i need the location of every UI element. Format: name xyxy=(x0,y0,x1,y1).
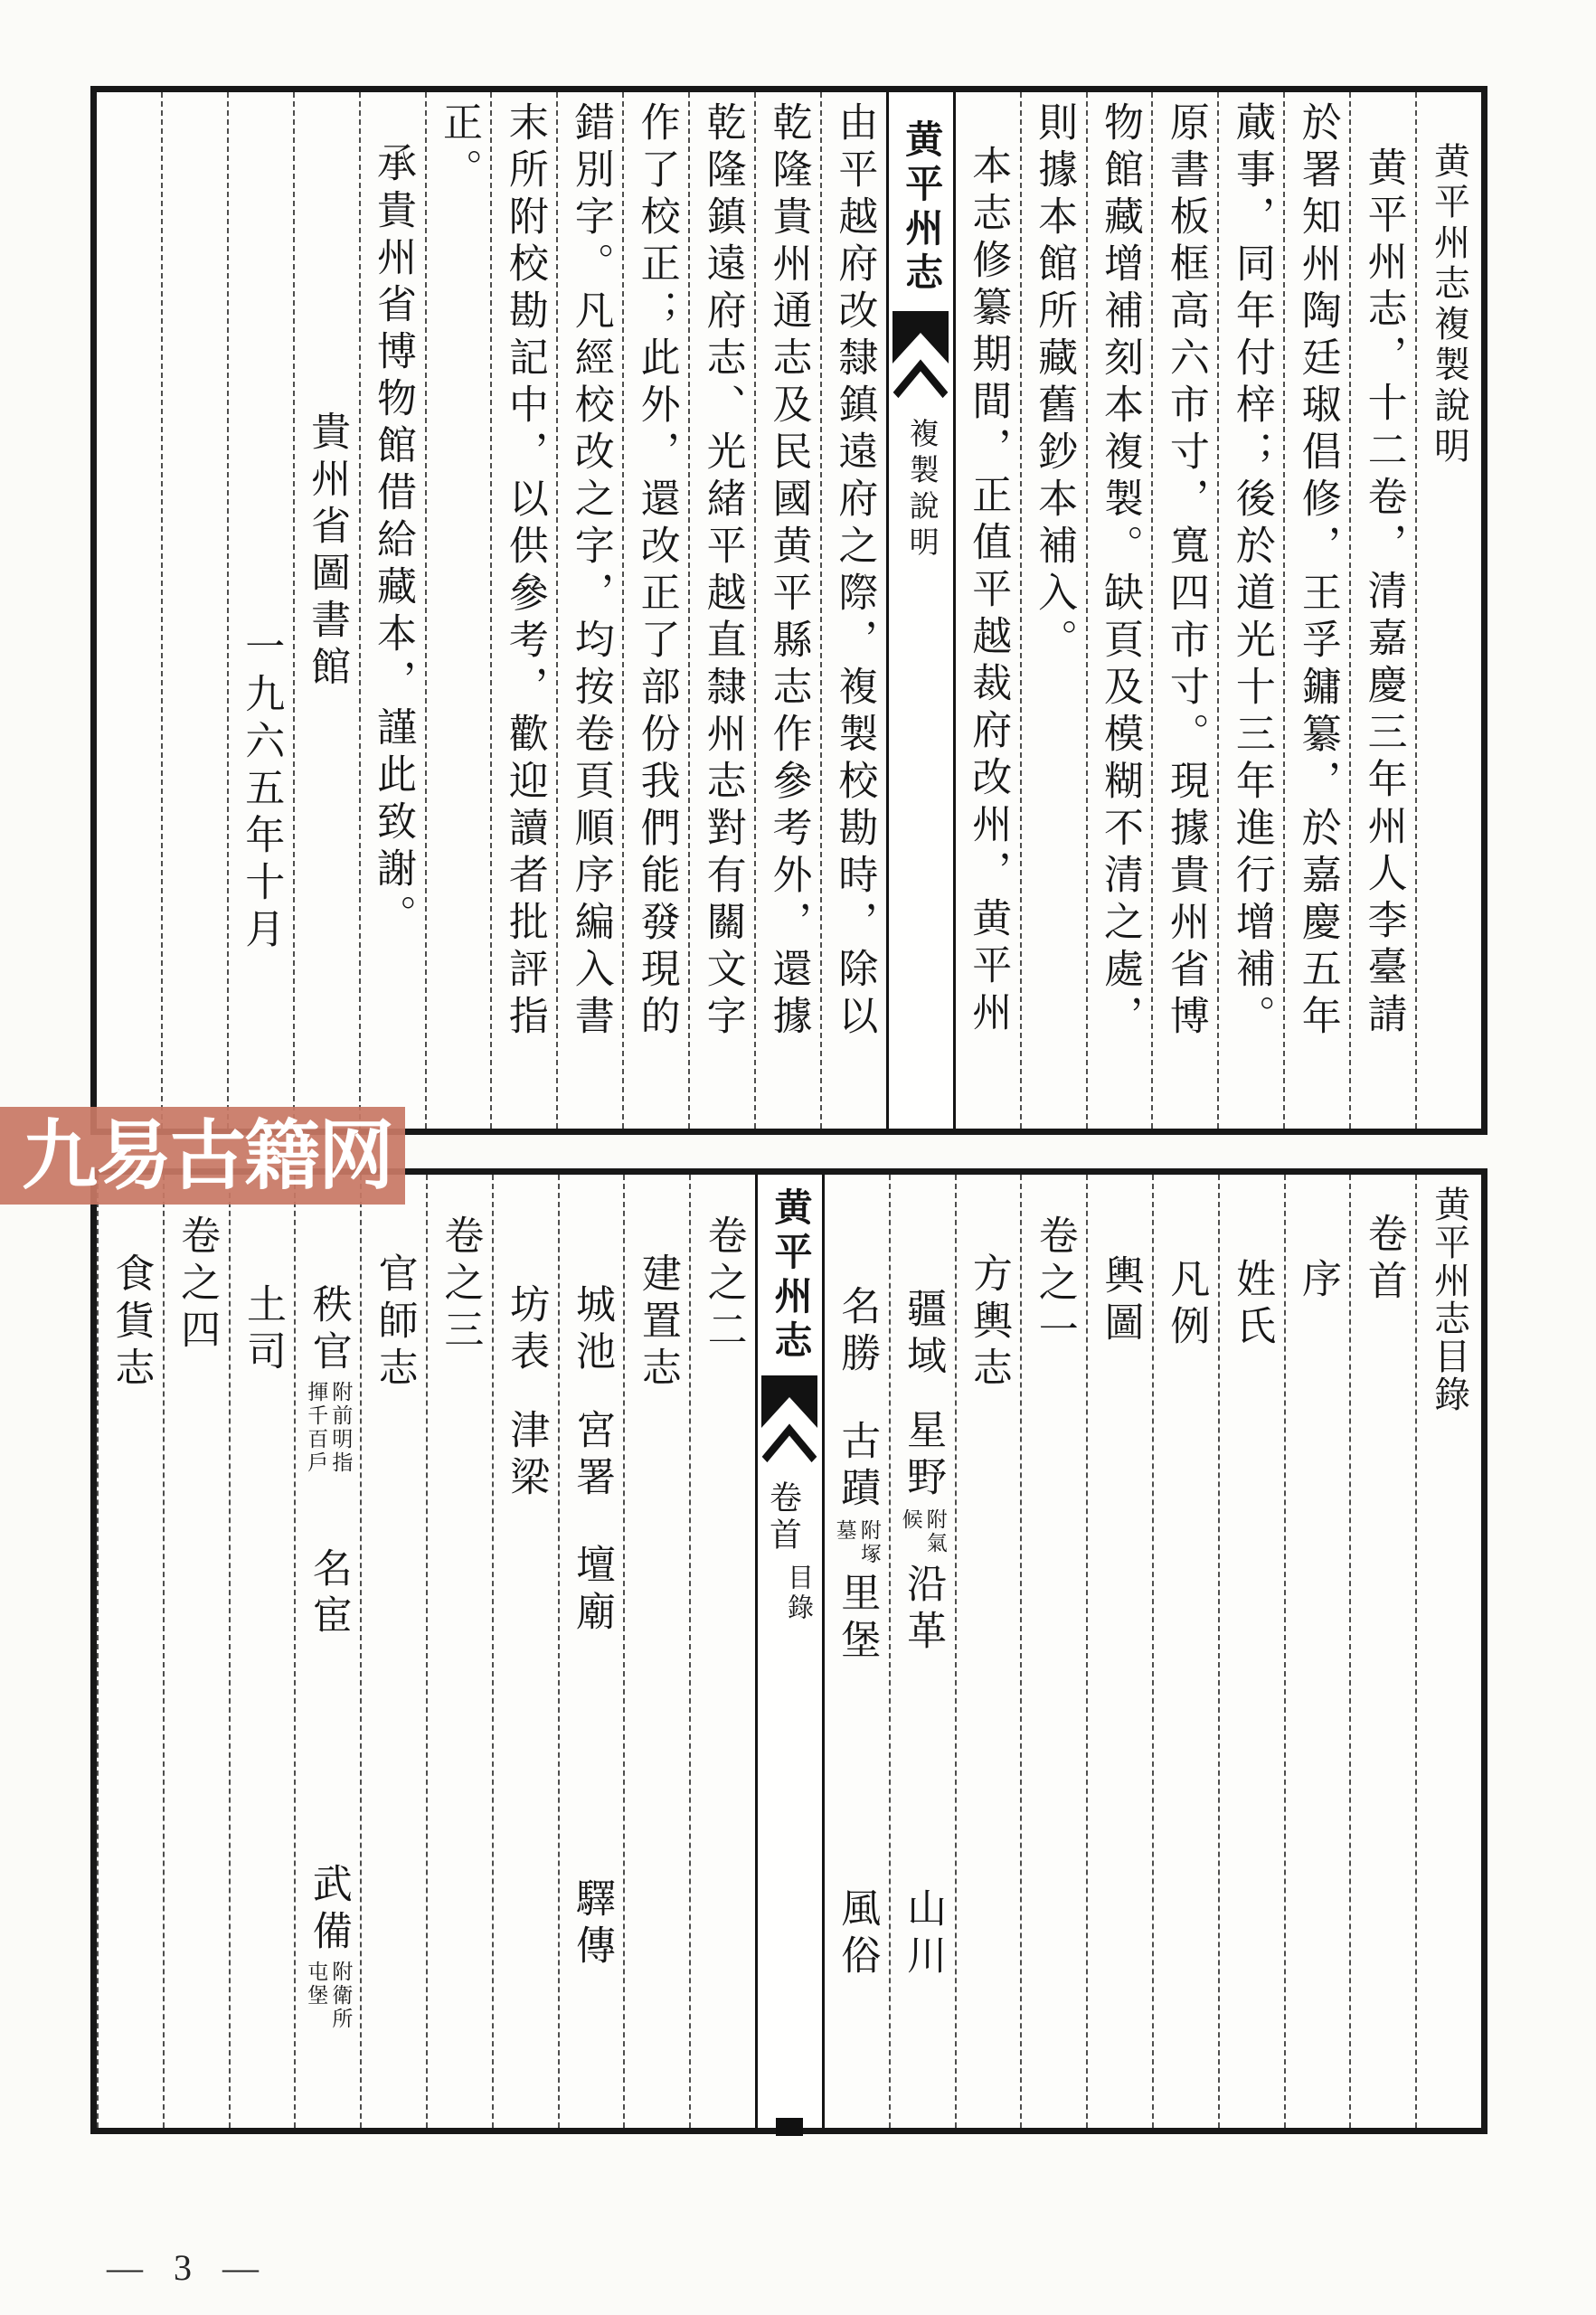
toc-heading: 卷之一 xyxy=(1032,1214,1077,1356)
text-column-date xyxy=(227,92,293,1129)
text-column-6 xyxy=(1020,92,1086,1129)
text-column-10 xyxy=(688,92,754,1129)
text-column-1 xyxy=(1349,92,1415,1129)
toc-item: 疆域 xyxy=(901,1288,946,1382)
column-text: 乾隆鎮遠府志、光緒平越直隸州志對有關文字 xyxy=(700,101,745,1042)
empty-column-1 xyxy=(161,92,227,1129)
column-text: 乾隆貴州通志及民國黄平縣志作參考外，還據 xyxy=(766,101,811,1042)
center-volume-label: 卷首 xyxy=(765,1480,802,1554)
column-text: 於署知州陶廷琡倡修，王孚鏞纂，於嘉慶五年 xyxy=(1295,101,1340,1042)
toc-annotation xyxy=(305,1961,351,2031)
toc-item: 古蹟 xyxy=(835,1420,880,1514)
page-number: — 3 — xyxy=(107,2247,269,2288)
toc-column-shihuozhi xyxy=(97,1175,163,2128)
column-text: 承貴州省博物館借給藏本，謹此致謝。 xyxy=(371,142,416,941)
annotation-left-column: 墓 xyxy=(833,1519,856,1543)
text-column-acknowledgement xyxy=(359,92,425,1129)
bottom-page-frame xyxy=(90,1168,1487,2134)
text-column-11 xyxy=(622,92,688,1129)
toc-annotation xyxy=(899,1508,945,1555)
toc-item: 建置志 xyxy=(635,1252,680,1394)
toc-column-juan2 xyxy=(689,1175,755,2128)
toc-item: 秩官 xyxy=(306,1283,351,1377)
toc-column-fangbiao xyxy=(492,1175,558,2128)
column-text: 末所附校勘記中，以供參考，歡迎讀者批評指 xyxy=(502,101,547,1042)
text-column-3 xyxy=(1217,92,1283,1129)
column-text: 本志修纂期間，正值平越裁府改州，黄平州 xyxy=(966,145,1011,1038)
toc-column-jianzhizhi xyxy=(623,1175,689,2128)
column-text: 則據本館所藏舊鈔本補入。 xyxy=(1032,101,1077,666)
toc-column-fangyuzhi xyxy=(955,1175,1021,2128)
toc-column-juan3 xyxy=(426,1175,492,2128)
toc-item: 方輿志 xyxy=(966,1252,1011,1394)
annotation-right-column: 附氣 xyxy=(923,1508,947,1555)
toc-item: 名宦 xyxy=(306,1547,351,1641)
toc-column-juan1 xyxy=(1020,1175,1086,2128)
toc-column-juanshou xyxy=(1349,1175,1415,2128)
toc-column-xingshi xyxy=(1218,1175,1284,2128)
center-section-label: 目錄 xyxy=(783,1564,813,1623)
fishtail-banner-icon xyxy=(761,1375,817,1466)
toc-item: 官師志 xyxy=(372,1252,417,1394)
toc-item: 山川 xyxy=(901,1887,946,1981)
annotation-left-column: 屯堡 xyxy=(305,1961,328,2008)
page-title: 黄平州志複製說明 xyxy=(1429,142,1470,468)
text-column-9 xyxy=(754,92,820,1129)
annotation-right-column: 附塚 xyxy=(857,1519,881,1566)
toc-item: 風俗 xyxy=(835,1887,880,1981)
text-column-8 xyxy=(820,92,886,1129)
column-text: 貴州省圖書館 xyxy=(305,411,350,693)
toc-item: 津梁 xyxy=(504,1409,549,1503)
toc-item: 輿圖 xyxy=(1098,1254,1143,1348)
toc-item: 武備 xyxy=(306,1863,351,1957)
toc-column-xu xyxy=(1284,1175,1350,2128)
column-text: 物館藏增補刻本複製。缺頁及模糊不清之處， xyxy=(1098,101,1143,1042)
annotation-left-column: 候 xyxy=(899,1508,922,1532)
annotation-right-column: 附衛所 xyxy=(329,1961,353,2031)
top-center-fold-column xyxy=(886,92,953,1129)
center-fold-mark xyxy=(776,2118,803,2136)
toc-item: 星野 xyxy=(901,1409,946,1503)
toc-heading: 卷之三 xyxy=(438,1214,483,1356)
toc-column-jiangyu xyxy=(889,1175,955,2128)
column-text: 正。 xyxy=(436,101,481,195)
text-column-library-signature xyxy=(293,92,359,1129)
toc-column-fanli xyxy=(1152,1175,1218,2128)
column-text: 錯別字。凡經校改之字，均按卷頁順序編入書 xyxy=(568,101,613,1042)
text-column-13 xyxy=(490,92,556,1129)
toc-item: 坊表 xyxy=(504,1283,549,1377)
toc-item: 里堡 xyxy=(835,1572,880,1666)
toc-column-mingsheng xyxy=(822,1175,889,2128)
toc-item: 姓氏 xyxy=(1230,1258,1275,1352)
toc-title: 黄平州志目錄 xyxy=(1429,1186,1470,1413)
column-title-reproduction-note xyxy=(1415,92,1481,1129)
column-text: 蕆事，同年付梓；後於道光十三年進行增補。 xyxy=(1229,101,1274,1042)
watermark-band xyxy=(0,1107,405,1205)
annotation-left-column: 揮千百戶 xyxy=(305,1381,328,1475)
toc-column-chengchi xyxy=(558,1175,624,2128)
toc-column-zhiguan xyxy=(294,1175,360,2128)
empty-column-2 xyxy=(97,92,161,1129)
toc-heading: 卷之四 xyxy=(175,1214,220,1356)
toc-item: 宮署 xyxy=(570,1409,615,1503)
text-column-5 xyxy=(1086,92,1152,1129)
text-column-12 xyxy=(556,92,622,1129)
toc-annotation xyxy=(834,1519,880,1566)
bottom-center-fold-column xyxy=(755,1175,822,2128)
toc-item: 凡例 xyxy=(1164,1258,1209,1352)
annotation-right-column: 附前明指 xyxy=(329,1381,353,1475)
toc-item: 城池 xyxy=(570,1283,615,1377)
column-toc-title xyxy=(1415,1175,1481,2128)
top-page-frame xyxy=(90,86,1487,1135)
text-column-4 xyxy=(1151,92,1217,1129)
column-text: 由平越府改隸鎮遠府之際，複製校勘時，除以 xyxy=(832,101,877,1042)
toc-column-tusi xyxy=(229,1175,295,2128)
column-text: 作了校正；此外，還改正了部份我們能發現的 xyxy=(634,101,679,1042)
toc-item: 土司 xyxy=(240,1283,285,1377)
toc-item: 名勝 xyxy=(835,1285,880,1379)
toc-heading: 卷首 xyxy=(1361,1213,1406,1307)
toc-annotation xyxy=(305,1381,351,1475)
toc-column-juan4 xyxy=(163,1175,229,2128)
column-text: 原書板框高六市寸，寬四市寸。現據貴州省博 xyxy=(1163,101,1208,1042)
toc-column-guanshizhi xyxy=(360,1175,426,2128)
watermark-text: 九易古籍网 xyxy=(22,1113,393,1198)
center-section-label: 複製說明 xyxy=(904,418,938,562)
column-text: 黄平州志，十二卷，清嘉慶三年州人李臺請 xyxy=(1361,146,1406,1040)
text-column-2 xyxy=(1283,92,1349,1129)
toc-item: 驛傳 xyxy=(570,1877,615,1971)
fishtail-banner-icon xyxy=(892,311,949,402)
column-text: 一九六五年十月 xyxy=(239,626,284,955)
book-title: 黄平州志 xyxy=(769,1187,811,1365)
toc-column-yutu xyxy=(1086,1175,1152,2128)
text-column-14 xyxy=(425,92,491,1129)
toc-item: 食貨志 xyxy=(109,1252,154,1394)
toc-heading: 卷之二 xyxy=(701,1214,746,1356)
book-title: 黄平州志 xyxy=(900,119,942,297)
toc-item: 沿革 xyxy=(901,1563,946,1657)
text-column-7 xyxy=(953,92,1020,1129)
toc-item: 壇廟 xyxy=(570,1544,615,1638)
toc-item: 序 xyxy=(1295,1258,1340,1305)
